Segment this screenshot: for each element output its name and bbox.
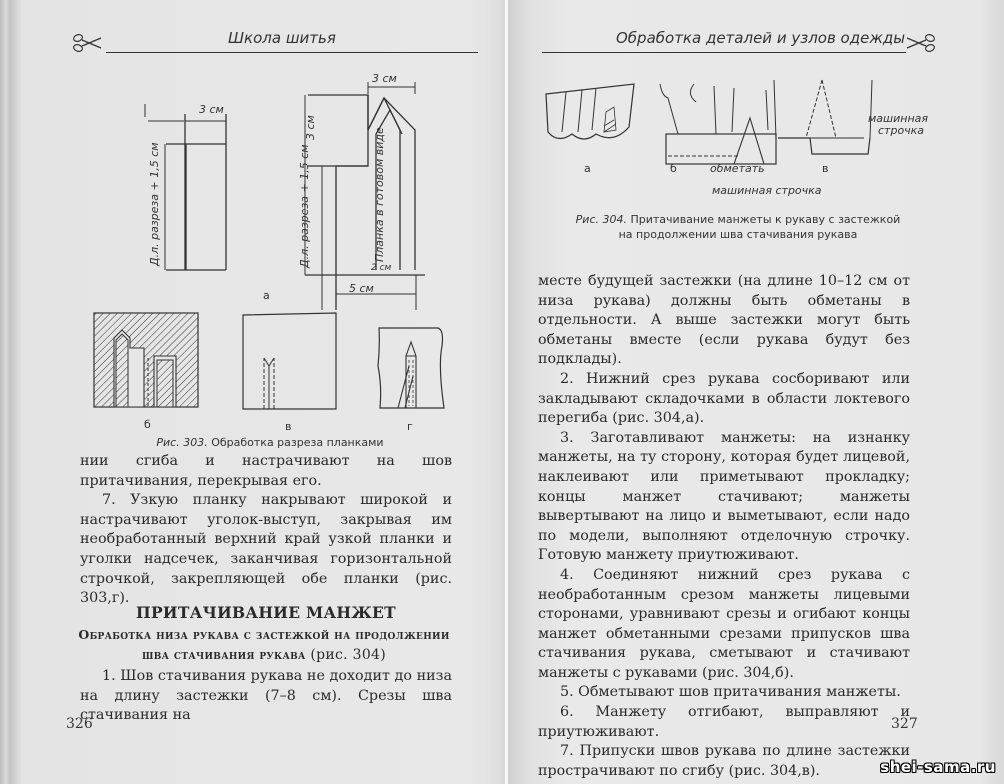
figure-303a-diagram [140,70,440,310]
figure-304v-letter: в [822,162,829,175]
section-heading: ПРИТАЧИВАНИЕ МАНЖЕТ [136,603,396,622]
header-rule-left [106,52,478,53]
figure-303-caption [100,436,440,449]
watermark-text: shei-sama.ru [880,758,996,776]
right-body-text [538,272,910,781]
left-body-text [80,452,452,609]
figure-304b-letter: б [670,162,677,175]
paragraph: 1. Шов стачивания рукава не доходит до низа на длину застежки (7–8 см). Срезы шва стачивания на [80,668,452,724]
figure-304-caption-prefix: Рис. 304. [575,213,627,226]
machine-stitch-label-v-2: строчка [878,124,925,137]
overcast-label: обметать [710,162,765,175]
right-page [508,0,1004,784]
paragraph: 3. Заготавливают манжеты: на изнанку манжеты, на ту сторону, которая будет лицевой, наклеивают или приметывают прокладку; концы манжет стачивают; манжеты вывертывают на лицо и выметывают, если надо по модели, выполняют отделочную строчку. Готовую манжету приутюживают. [538,429,910,564]
dim-label-length-right: Д.л. разреза + 1,5 см [298,144,311,268]
machine-stitch-label-v-1: машинная [868,112,928,125]
paragraph: 7. Узкую планку накрывают широкой и настрачивают уголок-выступ, закрывая им необработанный верхний край узкой планки и уголки надсечек, заканчивая горизонтальной строчкой, закрепляющей обе планки (рис. 303,г). [80,492,452,607]
subheading [68,625,460,665]
figure-304-caption [528,212,948,242]
dim-label-5cm: 5 см [349,282,374,295]
scissors-icon [72,32,102,54]
figure-303v-letter: в [285,420,292,433]
paragraph: месте будущей застежки (на длине 10–12 см от низа рукава) должны быть обметаны в отдельности. А выше застежки могут быть обметаны вместе (если рукава будут без подклады). [538,273,910,368]
figure-303b-letter: б [144,418,151,431]
figure-303b-diagram [92,310,202,410]
paragraph: 6. Манжету отгибают, выправляют и приутюживают. [538,704,910,740]
figure-304-caption-line2: на продолжении шва стачивания рукава [618,228,858,241]
machine-stitch-label-b: машинная строчка [712,184,822,197]
page-number-right: 327 [891,716,918,732]
running-head-right: Обработка деталей и узлов одежды [616,29,906,47]
paragraph: 2. Нижний срез рукава сосборивают или закладывают складочками в области локтевого перегиба (рис. 304,а). [538,370,910,427]
left-body-text-2 [80,667,452,726]
subheading-figure-ref: (рис. 304) [310,646,386,663]
paragraph: нии сгиба и настрачивают на шов притачивания, перекрывая его. [80,453,452,489]
figure-303a-letter: а [263,289,270,302]
dim-label-3cm-left: 3 см [199,103,224,116]
finished-placket-label: Планка в готовом виде [373,127,386,262]
dim-label-3cm-top: 3 см [372,72,397,85]
figure-304a-diagram [544,82,644,162]
running-head-left: Школа шитья [228,29,336,47]
figure-303g-letter: г [407,420,413,433]
dim-label-length-left: Д.л. разреза + 1,5 см [148,142,161,266]
figure-304-caption-line1: Притачивание манжеты к рукаву с застежкой [630,213,901,226]
figure-303v-diagram [242,312,338,412]
figure-304b-diagram [658,82,778,162]
figure-303-caption-prefix: Рис. 303. [156,436,208,449]
paragraph: 4. Соединяют нижний срез рукава с необработанным срезом манжеты лицевыми сторонами, уравнивают срезы и огибают концы манжет обметанными срезами припусков шва стачивания рукава, сметывают и стачивают манжеты с рукавами (рис. 304,б). [538,566,910,681]
header-rule-right [542,52,906,53]
figure-303g-diagram [376,326,448,416]
figure-304a-letter: а [584,162,591,175]
scissors-icon [906,32,936,54]
figure-303-caption-text: Обработка разреза планками [211,436,384,449]
dim-label-3cm-side: 3 см [304,115,317,140]
paragraph: 7. Припуски швов рукава по длине застежки прострачивают по сгибу (рис. 304,в). [538,743,910,779]
paragraph: 5. Обметывают шов притачивания манжеты. [560,684,901,701]
subheading-text: Обработка низа рукава с застежкой на продолжении шва стачивания рукава [78,627,450,662]
page-number-left: 326 [66,716,93,732]
dim-label-2cm: 2 см [371,263,392,273]
